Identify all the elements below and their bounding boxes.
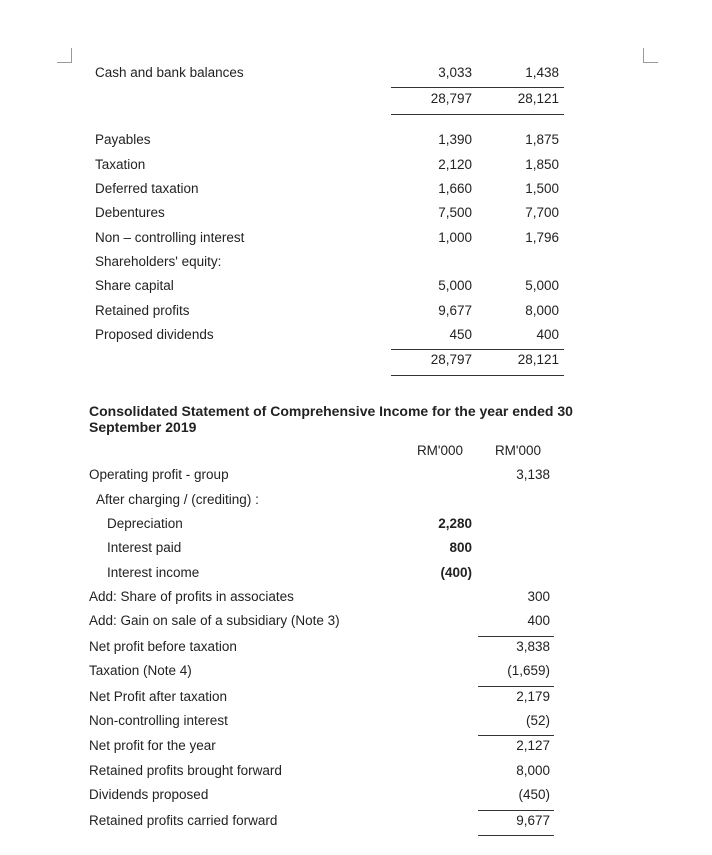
value-y1: 2,120: [438, 157, 472, 172]
subheading: After charging / (crediting) :: [96, 492, 259, 507]
value-y1: 3,033: [438, 65, 472, 80]
value-y1: 9,677: [438, 303, 472, 318]
row-label: Add: Share of profits in associates: [89, 589, 294, 604]
value-y2: 7,700: [525, 205, 559, 220]
value: (450): [518, 787, 550, 802]
row-label: Taxation: [95, 157, 146, 172]
value-y1: 1,660: [438, 181, 472, 196]
value: 2,280: [438, 516, 472, 531]
assets-total-y2: 28,121: [517, 91, 559, 106]
rule: [478, 810, 554, 811]
row-label: Deferred taxation: [95, 181, 199, 196]
row-label: Debentures: [95, 205, 165, 220]
value: 800: [449, 540, 472, 555]
row-label: Net profit before taxation: [89, 639, 237, 654]
rule: [391, 349, 564, 350]
rule: [478, 636, 554, 637]
rule: [391, 114, 564, 115]
row-label: Retained profits brought forward: [89, 763, 282, 778]
row-label: Share capital: [95, 278, 174, 293]
value-y2: 8,000: [525, 303, 559, 318]
liabilities-total-y2: 28,121: [517, 352, 559, 367]
value: (400): [440, 565, 472, 580]
rule: [478, 686, 554, 687]
value-y2: 400: [536, 327, 559, 342]
value: 3,138: [516, 467, 550, 482]
row-label: Interest income: [107, 565, 200, 580]
row-label: Interest paid: [107, 540, 182, 555]
value-y1: 5,000: [438, 278, 472, 293]
row-label: Net profit for the year: [89, 738, 216, 753]
row-label: Operating profit - group: [89, 467, 229, 482]
rule: [478, 735, 554, 736]
value: 2,179: [516, 689, 550, 704]
value-y2: 1,850: [525, 157, 559, 172]
assets-total-y1: 28,797: [430, 91, 472, 106]
rule: [391, 87, 564, 88]
value-y1: 7,500: [438, 205, 472, 220]
value-y2: 1,875: [525, 132, 559, 147]
value-y1: 1,000: [438, 230, 472, 245]
row-label: Non – controlling interest: [95, 230, 245, 245]
row-label: Retained profits carried forward: [89, 813, 278, 828]
value: 8,000: [516, 763, 550, 778]
row-label: Retained profits: [95, 303, 190, 318]
value-y2: 1,438: [525, 65, 559, 80]
value: 3,838: [516, 639, 550, 654]
statement-title: Consolidated Statement of Comprehensive Income for the year ended 30 September 2019: [89, 403, 573, 435]
row-label: Proposed dividends: [95, 327, 214, 342]
value-y1: 1,390: [438, 132, 472, 147]
row-label: Cash and bank balances: [95, 65, 244, 80]
row-label: Payables: [95, 132, 151, 147]
row-label: Depreciation: [107, 516, 183, 531]
row-label: Add: Gain on sale of a subsidiary (Note 3): [89, 613, 340, 628]
rule: [478, 835, 554, 836]
row-label: Dividends proposed: [89, 787, 209, 802]
page-corner-mark-right: [643, 48, 658, 63]
liabilities-total-y1: 28,797: [430, 352, 472, 367]
value: 300: [527, 589, 550, 604]
rule: [391, 375, 564, 376]
value-y2: 1,796: [525, 230, 559, 245]
row-label: Net Profit after taxation: [89, 689, 228, 704]
value: 400: [527, 613, 550, 628]
equity-heading: Shareholders' equity:: [95, 254, 222, 269]
value: (52): [525, 713, 550, 728]
value: 2,127: [516, 738, 550, 753]
column-header-2: RM'000: [494, 443, 542, 458]
row-label: Non-controlling interest: [89, 713, 228, 728]
value-y2: 5,000: [525, 278, 559, 293]
column-header-1: RM'000: [416, 443, 464, 458]
row-label: Taxation (Note 4): [89, 663, 192, 678]
value-y2: 1,500: [525, 181, 559, 196]
value: (1,659): [507, 663, 550, 678]
value: 9,677: [516, 813, 550, 828]
page-corner-mark-left: [57, 48, 72, 63]
value-y1: 450: [449, 327, 472, 342]
